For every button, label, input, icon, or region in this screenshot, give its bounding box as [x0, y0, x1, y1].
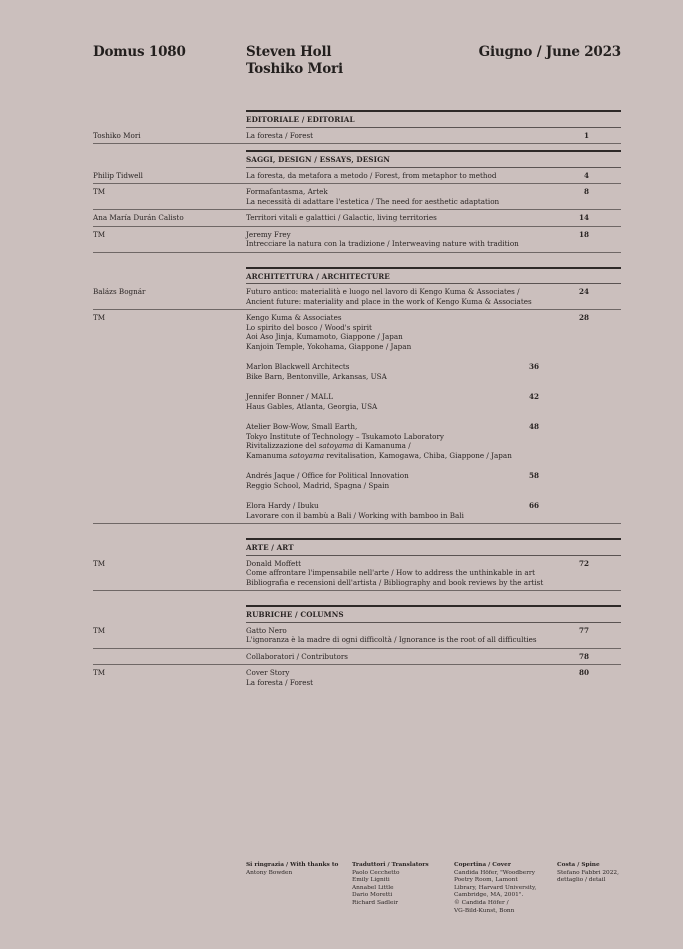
page-number: 42 — [528, 392, 539, 401]
toc-entry — [246, 626, 571, 645]
toc-row — [93, 284, 621, 310]
credits-cover — [454, 862, 549, 915]
section-title: ARCHITETTURA / ARCHITECTURE — [246, 267, 621, 285]
credits-line: dettaglio / detail — [557, 877, 606, 884]
toc-row — [93, 310, 621, 524]
page-number: 28 — [578, 313, 589, 322]
credits-title: Copertina / Cover — [454, 862, 511, 868]
credits-line: Emily Ligniti — [352, 877, 390, 884]
toc-entry — [246, 313, 571, 520]
credits-title: Si ringrazia / With thanks to — [246, 862, 339, 868]
toc-line: Bibliografia e recensioni dell'artista / Bibliography and book reviews by the artist — [246, 577, 544, 587]
section-title: ARTE / ART — [246, 538, 621, 556]
toc-row — [93, 665, 621, 690]
credits-line: Paolo Cecchetto — [352, 869, 400, 876]
section-title: EDITORIALE / EDITORIAL — [246, 110, 621, 128]
toc-line: Donald Moffett — [246, 558, 302, 568]
toc-line: Territori vitali e galattici / Galactic, living territories — [246, 213, 437, 222]
toc-entry — [246, 171, 571, 181]
toc-author: TM — [93, 187, 106, 196]
credits-line: Dario Moretti — [352, 892, 393, 899]
credits-title: Traduttori / Translators — [352, 862, 429, 868]
toc-entry — [246, 652, 571, 662]
toc-line: Ancient future: materiality and place in the work of Kengo Kuma & Associates — [246, 296, 532, 306]
toc-entry — [246, 187, 571, 206]
toc-row — [93, 168, 621, 185]
credits-translators — [352, 862, 429, 908]
page-number: 14 — [578, 213, 589, 222]
page-number: 18 — [578, 229, 589, 239]
toc-subentry — [246, 392, 571, 411]
toc-row — [93, 227, 621, 253]
toc-author: Balázs Bognár — [93, 287, 146, 296]
toc-line: Andrés Jaque / Office for Political Innovation — [246, 471, 409, 480]
toc-subentry — [246, 362, 571, 381]
toc-entry — [246, 668, 571, 687]
toc-line: La foresta, da metafora a metodo / Forest, from metaphor to method — [246, 170, 497, 180]
toc-line: Kengo Kuma & Associates — [246, 313, 342, 322]
toc-line: Formafantasma, Artek — [246, 187, 328, 196]
credits-thanks — [246, 862, 338, 877]
credits-spine — [557, 862, 619, 885]
toc-line: Lo spirito del bosco / Wood's spirit — [246, 322, 372, 332]
page-number: 48 — [528, 422, 539, 431]
page-number: 8 — [583, 187, 589, 196]
credits-line: Antony Bowden — [246, 869, 293, 876]
toc-entry — [246, 131, 571, 141]
toc-row — [93, 623, 621, 649]
toc-line: Cover Story — [246, 668, 290, 677]
section-gap — [93, 591, 621, 605]
toc-author: TM — [93, 229, 106, 239]
guest-editors — [246, 44, 343, 78]
credits-line: Cambridge, MA, 2001". — [454, 892, 524, 899]
toc-line: Tokyo Institute of Technology – Tsukamoto Laboratory — [246, 431, 444, 441]
page-number: 1 — [583, 130, 589, 140]
toc-author: TM — [93, 625, 106, 635]
section-gap — [93, 253, 621, 267]
toc-entry — [246, 559, 571, 588]
toc-line: L'ignoranza è la madre di ogni difficoltà / Ignorance is the root of all difficulties — [246, 635, 537, 644]
page-number: 58 — [528, 471, 539, 480]
credits-title: Costa / Spine — [557, 862, 600, 868]
page-number: 78 — [578, 651, 589, 661]
toc-line: Elora Hardy / Ibuku — [246, 501, 319, 510]
toc-row — [93, 210, 621, 227]
toc-subentry — [246, 422, 571, 460]
credits-line: Candida Höfer, "Woodberry — [454, 869, 536, 876]
toc-author: Philip Tidwell — [93, 170, 143, 180]
toc-line: Rivitalizzazione del satoyama di Kamanuma / — [246, 441, 411, 450]
page-number: 36 — [528, 362, 539, 371]
page-number: 77 — [578, 625, 589, 635]
credits-line: Poetry Room, Lamont — [454, 877, 518, 884]
toc-line: La foresta / Forest — [246, 130, 314, 140]
credits-line: Richard Sadleir — [352, 899, 399, 906]
toc-line: La necessità di adattare l'estetica / The need for aesthetic adaptation — [246, 196, 500, 206]
page-number: 72 — [578, 558, 589, 568]
toc-line: Intrecciare la natura con la tradizione / Interweaving nature with tradition — [246, 239, 519, 248]
credits-line: Library, Harvard University, — [454, 884, 537, 891]
toc-line: Bike Barn, Bentonville, Arkansas, USA — [246, 371, 387, 381]
toc-author: TM — [93, 313, 106, 322]
toc-line: La foresta / Forest — [246, 677, 314, 687]
page-number: 24 — [578, 287, 589, 296]
toc-row — [93, 649, 621, 666]
toc-line: Reggio School, Madrid, Spagna / Spain — [246, 480, 390, 490]
toc-row — [93, 556, 621, 592]
toc-line: Collaboratori / Contributors — [246, 651, 348, 661]
toc-line: Kanjoin Temple, Yokohama, Giappone / Japan — [246, 341, 412, 351]
toc-line: Aoi Aso Jinja, Kumamoto, Giappone / Japan — [246, 332, 403, 341]
guest-editor-name: Toshiko Mori — [246, 61, 343, 77]
page-number: 66 — [528, 501, 539, 510]
magazine-issue: Domus 1080 — [93, 44, 186, 60]
toc-row — [93, 184, 621, 210]
toc-line: Come affrontare l'impensabile nell'arte / How to address the unthinkable in art — [246, 568, 536, 577]
guest-editor-name: Steven Holl — [246, 44, 332, 60]
toc-entry — [246, 287, 571, 306]
toc-line: Jeremy Frey — [246, 229, 291, 239]
page-number: 80 — [578, 668, 589, 677]
toc-line: Gatto Nero — [246, 625, 287, 635]
section-gap — [93, 524, 621, 538]
section-title: SAGGI, DESIGN / ESSAYS, DESIGN — [246, 150, 621, 168]
toc-entry — [246, 230, 571, 249]
toc-line: Jennifer Bonner / MALL — [246, 392, 333, 401]
toc-author: Toshiko Mori — [93, 130, 141, 140]
issue-date: Giugno / June 2023 — [478, 44, 621, 60]
toc-line: Futuro antico: materialità e luogo nel lavoro di Kengo Kuma & Associates / — [246, 287, 520, 296]
toc-author: TM — [93, 558, 106, 568]
toc-row — [93, 128, 621, 145]
toc-line: Lavorare con il bambù a Bali / Working with bamboo in Bali — [246, 510, 464, 520]
toc-author: Ana María Durán Calisto — [93, 213, 184, 222]
toc-line: Haus Gables, Atlanta, Georgia, USA — [246, 401, 378, 411]
section-title: RUBRICHE / COLUMNS — [246, 605, 621, 623]
credits-line: VG-Bild-Kunst, Bonn — [454, 907, 515, 914]
credits-line: Stefano Fabbri 2022, — [557, 869, 619, 876]
toc-line: Kamanuma satoyama revitalisation, Kamogawa, Chiba, Giappone / Japan — [246, 450, 512, 460]
credits-line: © Candida Höfer / — [454, 899, 509, 906]
page-number: 4 — [583, 170, 589, 180]
toc-line: Marlon Blackwell Architects — [246, 362, 350, 371]
credits-line: Annabel Little — [352, 884, 394, 891]
table-of-contents — [93, 110, 621, 690]
toc-line: Atelier Bow-Wow, Small Earth, — [246, 422, 358, 431]
toc-author: TM — [93, 668, 106, 677]
toc-subentry — [246, 501, 571, 520]
toc-subentry — [246, 471, 571, 490]
toc-entry — [246, 213, 571, 223]
